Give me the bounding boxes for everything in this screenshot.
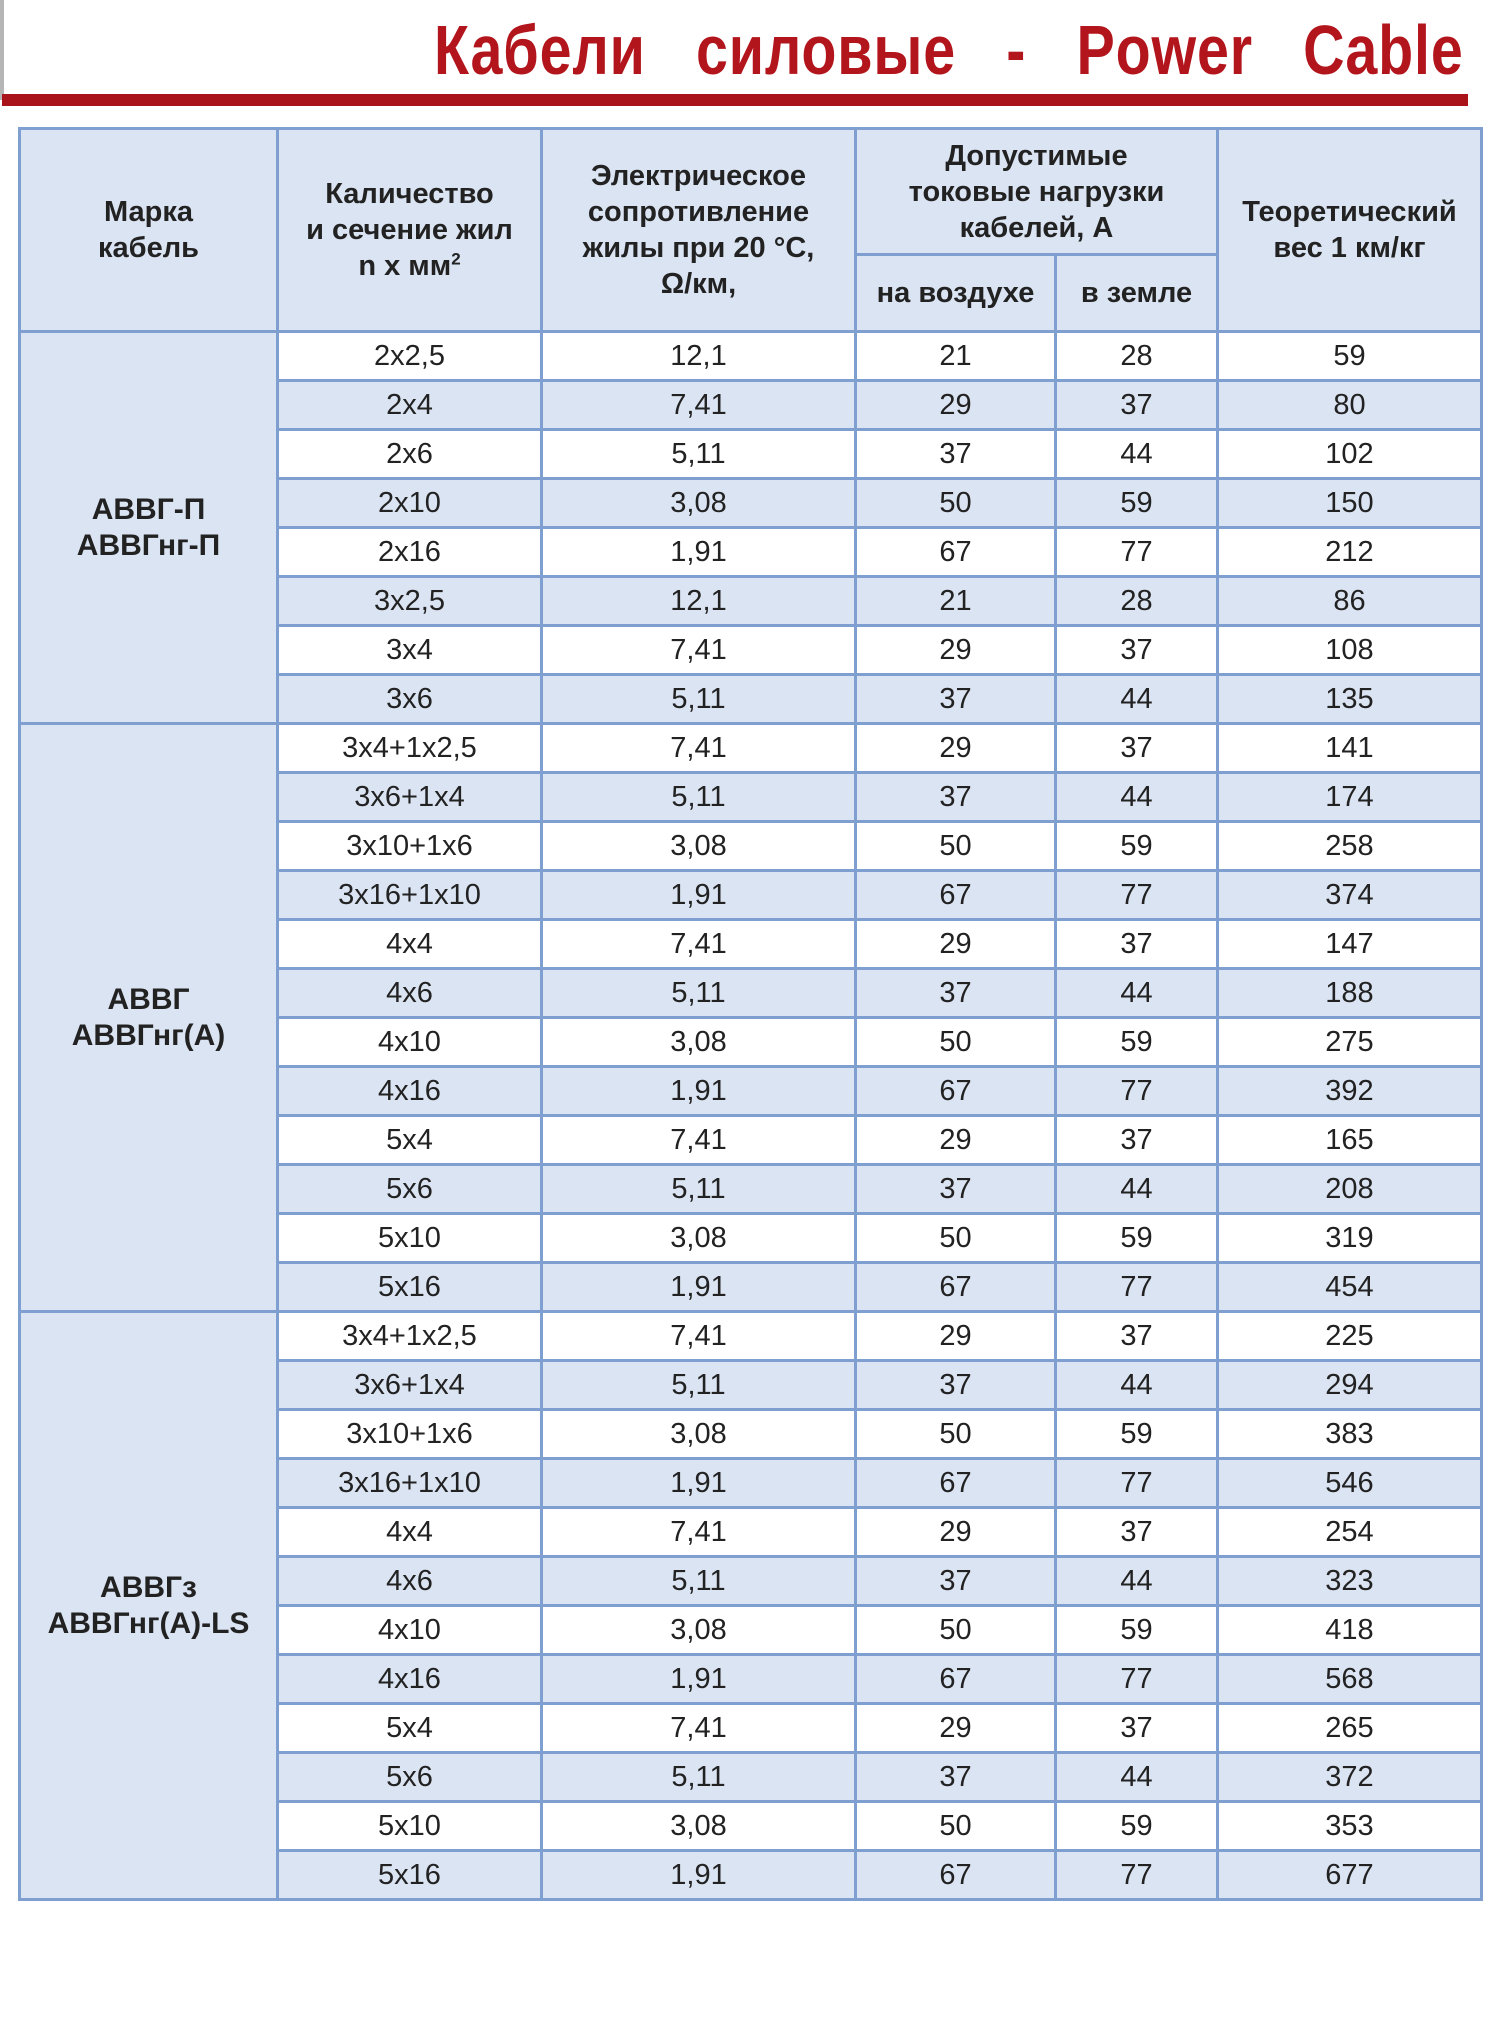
cell-load-air: 67 [856, 1655, 1056, 1704]
cable-spec-table [18, 127, 1483, 1901]
header-cores [278, 129, 542, 332]
cell-weight: 188 [1218, 969, 1482, 1018]
cell-weight: 135 [1218, 675, 1482, 724]
cell-weight: 212 [1218, 528, 1482, 577]
cell-load-ground: 37 [1056, 1116, 1218, 1165]
table-row [20, 724, 1482, 773]
cell-load-ground: 37 [1056, 1704, 1218, 1753]
header-weight-line2: вес 1 км/кг [1273, 232, 1426, 264]
cell-weight: 86 [1218, 577, 1482, 626]
cell-load-ground: 59 [1056, 1802, 1218, 1851]
cell-load-air: 37 [856, 773, 1056, 822]
cell-load-ground: 37 [1056, 1312, 1218, 1361]
cell-resistance: 7,41 [542, 1508, 856, 1557]
cell-resistance: 1,91 [542, 1655, 856, 1704]
cell-weight: 147 [1218, 920, 1482, 969]
cell-size: 4x16 [278, 1655, 542, 1704]
brand-name-line1: АВВГ-П [91, 492, 206, 526]
cell-load-air: 37 [856, 430, 1056, 479]
cell-weight: 265 [1218, 1704, 1482, 1753]
header-cores-line2: и сечение жил [306, 214, 513, 246]
cell-resistance: 5,11 [542, 430, 856, 479]
table-body [20, 332, 1482, 1900]
cell-load-air: 67 [856, 1851, 1056, 1900]
cell-load-ground: 44 [1056, 1753, 1218, 1802]
cell-weight: 372 [1218, 1753, 1482, 1802]
cell-resistance: 7,41 [542, 626, 856, 675]
cell-size: 3x6 [278, 675, 542, 724]
cell-resistance: 3,08 [542, 1018, 856, 1067]
header-resistance-line2: сопротивление [587, 196, 810, 228]
cell-load-ground: 37 [1056, 626, 1218, 675]
cell-load-air: 29 [856, 920, 1056, 969]
cell-load-air: 37 [856, 1361, 1056, 1410]
cell-weight: 418 [1218, 1606, 1482, 1655]
cell-load-ground: 37 [1056, 381, 1218, 430]
cell-load-ground: 77 [1056, 1263, 1218, 1312]
header-resistance [542, 129, 856, 332]
cell-resistance: 1,91 [542, 528, 856, 577]
cell-size: 3x4 [278, 626, 542, 675]
page-title: Кабели силовые - Power Cable [434, 11, 1464, 89]
cell-load-air: 50 [856, 1214, 1056, 1263]
header-air: на воздухе [856, 255, 1056, 332]
cell-load-air: 37 [856, 1165, 1056, 1214]
cell-weight: 165 [1218, 1116, 1482, 1165]
cell-load-air: 50 [856, 822, 1056, 871]
cell-load-air: 29 [856, 381, 1056, 430]
cell-load-air: 50 [856, 479, 1056, 528]
cell-size: 4x10 [278, 1606, 542, 1655]
brand-name-line1: АВВГз [100, 1570, 197, 1604]
left-margin-rule [0, 0, 4, 100]
cell-resistance: 1,91 [542, 1263, 856, 1312]
cell-weight: 108 [1218, 626, 1482, 675]
cell-size: 5x10 [278, 1802, 542, 1851]
brand-name-line2: АВВГнг(А)-LS [47, 1606, 250, 1640]
cell-weight: 294 [1218, 1361, 1482, 1410]
cell-weight: 150 [1218, 479, 1482, 528]
cell-load-ground: 37 [1056, 1508, 1218, 1557]
brand-name-line1: АВВГ [107, 982, 190, 1016]
cell-load-air: 67 [856, 871, 1056, 920]
cell-weight: 208 [1218, 1165, 1482, 1214]
cell-resistance: 12,1 [542, 577, 856, 626]
cell-weight: 174 [1218, 773, 1482, 822]
cell-resistance: 5,11 [542, 1557, 856, 1606]
cell-load-air: 21 [856, 332, 1056, 381]
cell-load-air: 37 [856, 1557, 1056, 1606]
brand-name-line2: АВВГнг-П [76, 528, 221, 562]
cell-load-ground: 77 [1056, 1067, 1218, 1116]
cell-load-ground: 77 [1056, 871, 1218, 920]
header-brand-line2: кабель [98, 232, 199, 264]
table-header [20, 129, 1482, 332]
cell-size: 3x6+1x4 [278, 773, 542, 822]
cell-size: 2x4 [278, 381, 542, 430]
cell-resistance: 7,41 [542, 1704, 856, 1753]
cell-load-ground: 44 [1056, 969, 1218, 1018]
cell-load-air: 29 [856, 1116, 1056, 1165]
cell-weight: 254 [1218, 1508, 1482, 1557]
cell-resistance: 5,11 [542, 675, 856, 724]
cell-weight: 454 [1218, 1263, 1482, 1312]
header-cores-line1: Каличество [325, 178, 494, 210]
cell-size: 4x10 [278, 1018, 542, 1067]
cell-resistance: 7,41 [542, 381, 856, 430]
cell-load-air: 29 [856, 1508, 1056, 1557]
cell-weight: 59 [1218, 332, 1482, 381]
header-load-line3: кабелей, А [959, 211, 1114, 244]
cell-size: 5x16 [278, 1851, 542, 1900]
header-weight-line1: Теоретический [1242, 196, 1457, 228]
cell-size: 5x16 [278, 1263, 542, 1312]
cell-load-ground: 44 [1056, 675, 1218, 724]
cell-size: 3x16+1x10 [278, 1459, 542, 1508]
cell-size: 5x6 [278, 1165, 542, 1214]
cell-load-air: 21 [856, 577, 1056, 626]
cell-load-air: 67 [856, 528, 1056, 577]
cell-size: 3x10+1x6 [278, 1410, 542, 1459]
cell-load-ground: 44 [1056, 773, 1218, 822]
cell-weight: 225 [1218, 1312, 1482, 1361]
cell-resistance: 3,08 [542, 1606, 856, 1655]
cell-load-ground: 44 [1056, 1165, 1218, 1214]
cell-resistance: 3,08 [542, 822, 856, 871]
header-resistance-line1: Электрическое [590, 160, 807, 192]
header-brand [20, 129, 278, 332]
cell-weight: 546 [1218, 1459, 1482, 1508]
cell-resistance: 3,08 [542, 1802, 856, 1851]
cell-load-ground: 37 [1056, 724, 1218, 773]
cell-size: 4x4 [278, 920, 542, 969]
cell-size: 3x16+1x10 [278, 871, 542, 920]
cell-size: 4x16 [278, 1067, 542, 1116]
cell-load-air: 50 [856, 1018, 1056, 1067]
header-cores-superscript: 2 [451, 249, 461, 269]
cell-resistance: 1,91 [542, 1851, 856, 1900]
cell-load-air: 37 [856, 1753, 1056, 1802]
brand-cell [20, 1312, 278, 1900]
cell-load-air: 29 [856, 626, 1056, 675]
cell-load-air: 50 [856, 1410, 1056, 1459]
cell-size: 5x10 [278, 1214, 542, 1263]
cell-weight: 383 [1218, 1410, 1482, 1459]
cell-load-air: 67 [856, 1263, 1056, 1312]
cell-weight: 392 [1218, 1067, 1482, 1116]
cell-load-ground: 59 [1056, 1410, 1218, 1459]
header-load-line2: токовые нагрузки [908, 175, 1165, 208]
cell-load-air: 67 [856, 1459, 1056, 1508]
cell-size: 3x10+1x6 [278, 822, 542, 871]
cell-load-air: 50 [856, 1606, 1056, 1655]
cell-load-ground: 77 [1056, 1655, 1218, 1704]
header-load-line1: Допустимые [945, 139, 1128, 172]
header-current-load [856, 129, 1218, 255]
table-row [20, 1312, 1482, 1361]
cell-resistance: 3,08 [542, 1410, 856, 1459]
cell-load-air: 29 [856, 724, 1056, 773]
cell-resistance: 7,41 [542, 724, 856, 773]
cell-resistance: 1,91 [542, 1067, 856, 1116]
cell-size: 2x6 [278, 430, 542, 479]
cell-load-ground: 44 [1056, 430, 1218, 479]
cell-weight: 275 [1218, 1018, 1482, 1067]
cell-size: 3x2,5 [278, 577, 542, 626]
header-ground: в земле [1056, 255, 1218, 332]
title-underline-bar [2, 94, 1468, 106]
cell-load-ground: 77 [1056, 1851, 1218, 1900]
cell-load-air: 50 [856, 1802, 1056, 1851]
cell-load-air: 67 [856, 1067, 1056, 1116]
cell-weight: 141 [1218, 724, 1482, 773]
cell-resistance: 5,11 [542, 773, 856, 822]
brand-cell [20, 724, 278, 1312]
brand-name-line2: АВВГнг(А) [71, 1018, 226, 1052]
cell-size: 4x6 [278, 1557, 542, 1606]
table-row [20, 332, 1482, 381]
cell-size: 2x2,5 [278, 332, 542, 381]
cell-resistance: 5,11 [542, 1753, 856, 1802]
cell-weight: 102 [1218, 430, 1482, 479]
cell-size: 5x4 [278, 1704, 542, 1753]
cell-resistance: 5,11 [542, 1165, 856, 1214]
cell-load-ground: 59 [1056, 822, 1218, 871]
cell-size: 4x6 [278, 969, 542, 1018]
cell-weight: 677 [1218, 1851, 1482, 1900]
cell-load-ground: 37 [1056, 920, 1218, 969]
cell-load-air: 37 [856, 969, 1056, 1018]
cell-size: 5x4 [278, 1116, 542, 1165]
cell-weight: 353 [1218, 1802, 1482, 1851]
cell-size: 4x4 [278, 1508, 542, 1557]
cell-load-air: 29 [856, 1704, 1056, 1753]
cell-resistance: 7,41 [542, 1116, 856, 1165]
cell-resistance: 7,41 [542, 1312, 856, 1361]
cell-size: 3x4+1x2,5 [278, 1312, 542, 1361]
cell-size: 3x4+1x2,5 [278, 724, 542, 773]
cell-size: 2x16 [278, 528, 542, 577]
cell-load-air: 29 [856, 1312, 1056, 1361]
cell-resistance: 1,91 [542, 871, 856, 920]
cell-resistance: 7,41 [542, 920, 856, 969]
cell-load-ground: 44 [1056, 1361, 1218, 1410]
cell-weight: 374 [1218, 871, 1482, 920]
cell-resistance: 5,11 [542, 969, 856, 1018]
header-resistance-line4: Ω/км, [660, 268, 737, 300]
cell-weight: 258 [1218, 822, 1482, 871]
cell-size: 5x6 [278, 1753, 542, 1802]
cell-resistance: 1,91 [542, 1459, 856, 1508]
cell-load-ground: 59 [1056, 479, 1218, 528]
header-cores-line3: n x мм [358, 250, 452, 282]
cell-weight: 323 [1218, 1557, 1482, 1606]
cell-load-ground: 77 [1056, 528, 1218, 577]
cell-resistance: 5,11 [542, 1361, 856, 1410]
cell-resistance: 12,1 [542, 332, 856, 381]
cell-load-air: 37 [856, 675, 1056, 724]
cell-size: 3x6+1x4 [278, 1361, 542, 1410]
cell-load-ground: 59 [1056, 1214, 1218, 1263]
cell-load-ground: 77 [1056, 1459, 1218, 1508]
cell-weight: 80 [1218, 381, 1482, 430]
header-resistance-line3: жилы при 20 °С, [582, 232, 815, 264]
cell-load-ground: 59 [1056, 1018, 1218, 1067]
cell-weight: 568 [1218, 1655, 1482, 1704]
cell-load-ground: 44 [1056, 1557, 1218, 1606]
cell-weight: 319 [1218, 1214, 1482, 1263]
cell-resistance: 3,08 [542, 479, 856, 528]
header-brand-line1: Марка [104, 196, 193, 228]
brand-cell [20, 332, 278, 724]
header-weight [1218, 129, 1482, 332]
cell-load-ground: 28 [1056, 577, 1218, 626]
cell-load-ground: 28 [1056, 332, 1218, 381]
cell-resistance: 3,08 [542, 1214, 856, 1263]
cell-size: 2x10 [278, 479, 542, 528]
cell-load-ground: 59 [1056, 1606, 1218, 1655]
